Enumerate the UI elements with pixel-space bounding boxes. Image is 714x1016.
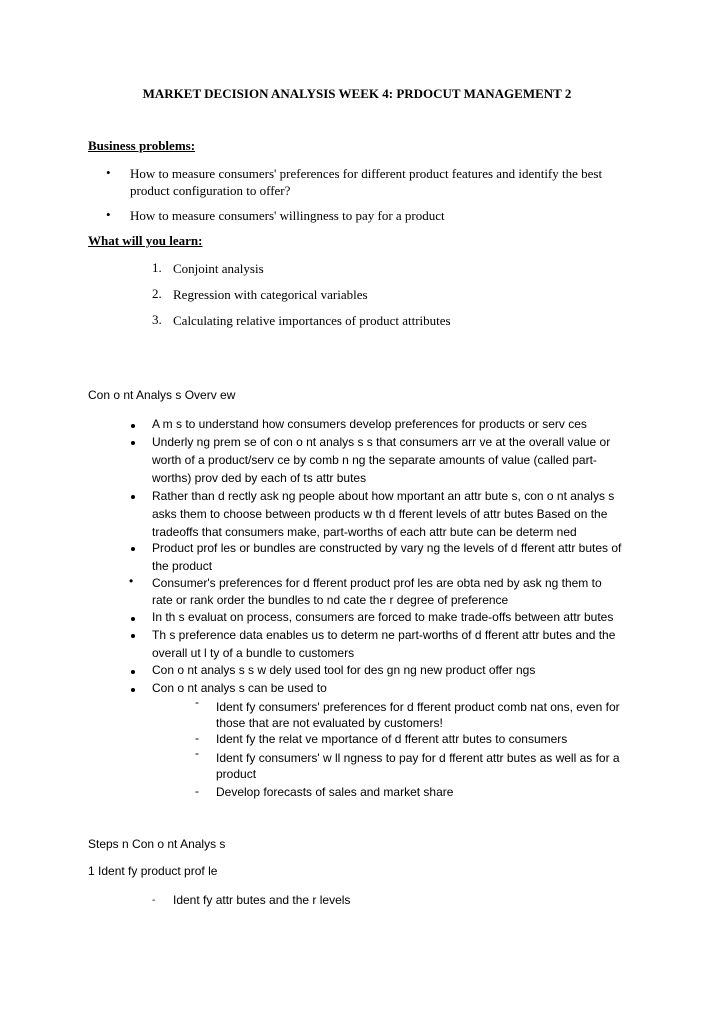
- sub-item-text: Ident fy consumers' w ll ngness to pay for d fferent attr butes as well as for a product: [216, 751, 620, 781]
- step-1: 1 Ident fy product prof le: [88, 864, 218, 878]
- bullet-icon: [131, 495, 135, 499]
- overview-item-text: A m s to understand how consumers develop preferences for products or serv ces: [152, 417, 587, 431]
- overview-item-text: Con o nt analys s can be used to: [152, 681, 327, 695]
- list-number: 3.: [152, 312, 162, 327]
- sub-item-text: Develop forecasts of sales and market share: [216, 785, 454, 799]
- step-1-sub-text: Ident fy attr butes and the r levels: [173, 893, 351, 907]
- dash-icon: -: [195, 784, 199, 798]
- learn-item-text: Conjoint analysis: [173, 261, 264, 276]
- dash-icon: -: [195, 731, 199, 745]
- overview-item-text: Con o nt analys s s w dely used tool for des gn ng new product offer ngs: [152, 663, 536, 677]
- page-title: MARKET DECISION ANALYSIS WEEK 4: PRDOCUT MANAGEMENT 2: [142, 86, 572, 101]
- bullet-icon: •: [106, 207, 111, 222]
- bullet-icon: [131, 424, 135, 428]
- overview-heading: Con o nt Analys s Overv ew: [88, 388, 236, 402]
- dash-icon: -: [152, 895, 156, 906]
- learn-item-text: Regression with categorical variables: [173, 287, 368, 302]
- bullet-icon: [131, 688, 135, 692]
- bullet-icon: [131, 670, 135, 674]
- learn-item-text: Calculating relative importances of product attributes: [173, 313, 451, 328]
- dash-icon: -: [195, 746, 199, 760]
- bullet-icon: [131, 617, 135, 621]
- overview-item-text: Consumer's preferences for d fferent product prof les are obta ned by ask ng them to rate or rank order the bundles to nd cate the r degree of preference: [152, 576, 602, 607]
- bullet-icon: •: [106, 165, 111, 180]
- dash-icon: -: [195, 695, 199, 709]
- overview-item-text: Underly ng prem se of con o nt analys s s that consumers arr ve at the overall value or worth of a product/serv ce by comb n ng the separate amounts of value (called part-worths) prov ded by each of ts attr butes: [152, 435, 611, 485]
- sub-item-text: Ident fy consumers' preferences for d fferent product comb nat ons, even for those that are not evaluated by customers!: [216, 700, 620, 730]
- sub-item-text: Ident fy the relat ve mportance of d fferent attr butes to consumers: [216, 732, 568, 746]
- bullet-icon: [131, 547, 135, 551]
- business-problem-text: How to measure consumers' willingness to pay for a product: [130, 208, 445, 223]
- list-number: 1.: [152, 260, 162, 275]
- learn-heading: What will you learn:: [88, 233, 203, 248]
- bullet-icon: [131, 634, 135, 638]
- bullet-icon: [131, 441, 135, 445]
- business-problem-text: How to measure consumers' preferences for different product features and identify the best product configuration to offer?: [130, 166, 603, 198]
- overview-item-text: Th s preference data enables us to determ ne part-worths of d fferent attr butes and the overall ut l ty of a bundle to customers: [152, 628, 616, 660]
- overview-item-text: In th s evaluat on process, consumers are forced to make trade-offs between attr butes: [152, 610, 614, 624]
- bullet-icon: •: [129, 574, 134, 588]
- business-problems-heading: Business problems:: [88, 138, 196, 153]
- overview-item-text: Rather than d rectly ask ng people about how mportant an attr bute s, con o nt analys s asks them to choose between products w th d fferent levels of attr butes Based on the tradeoffs that consumers make, part-worths of each attr bute can be determ ned: [152, 489, 615, 539]
- steps-heading: Steps n Con o nt Analys s: [88, 837, 226, 851]
- list-number: 2.: [152, 286, 162, 301]
- overview-item-text: Product prof les or bundles are constructed by vary ng the levels of d fferent attr butes of the product: [152, 541, 622, 573]
